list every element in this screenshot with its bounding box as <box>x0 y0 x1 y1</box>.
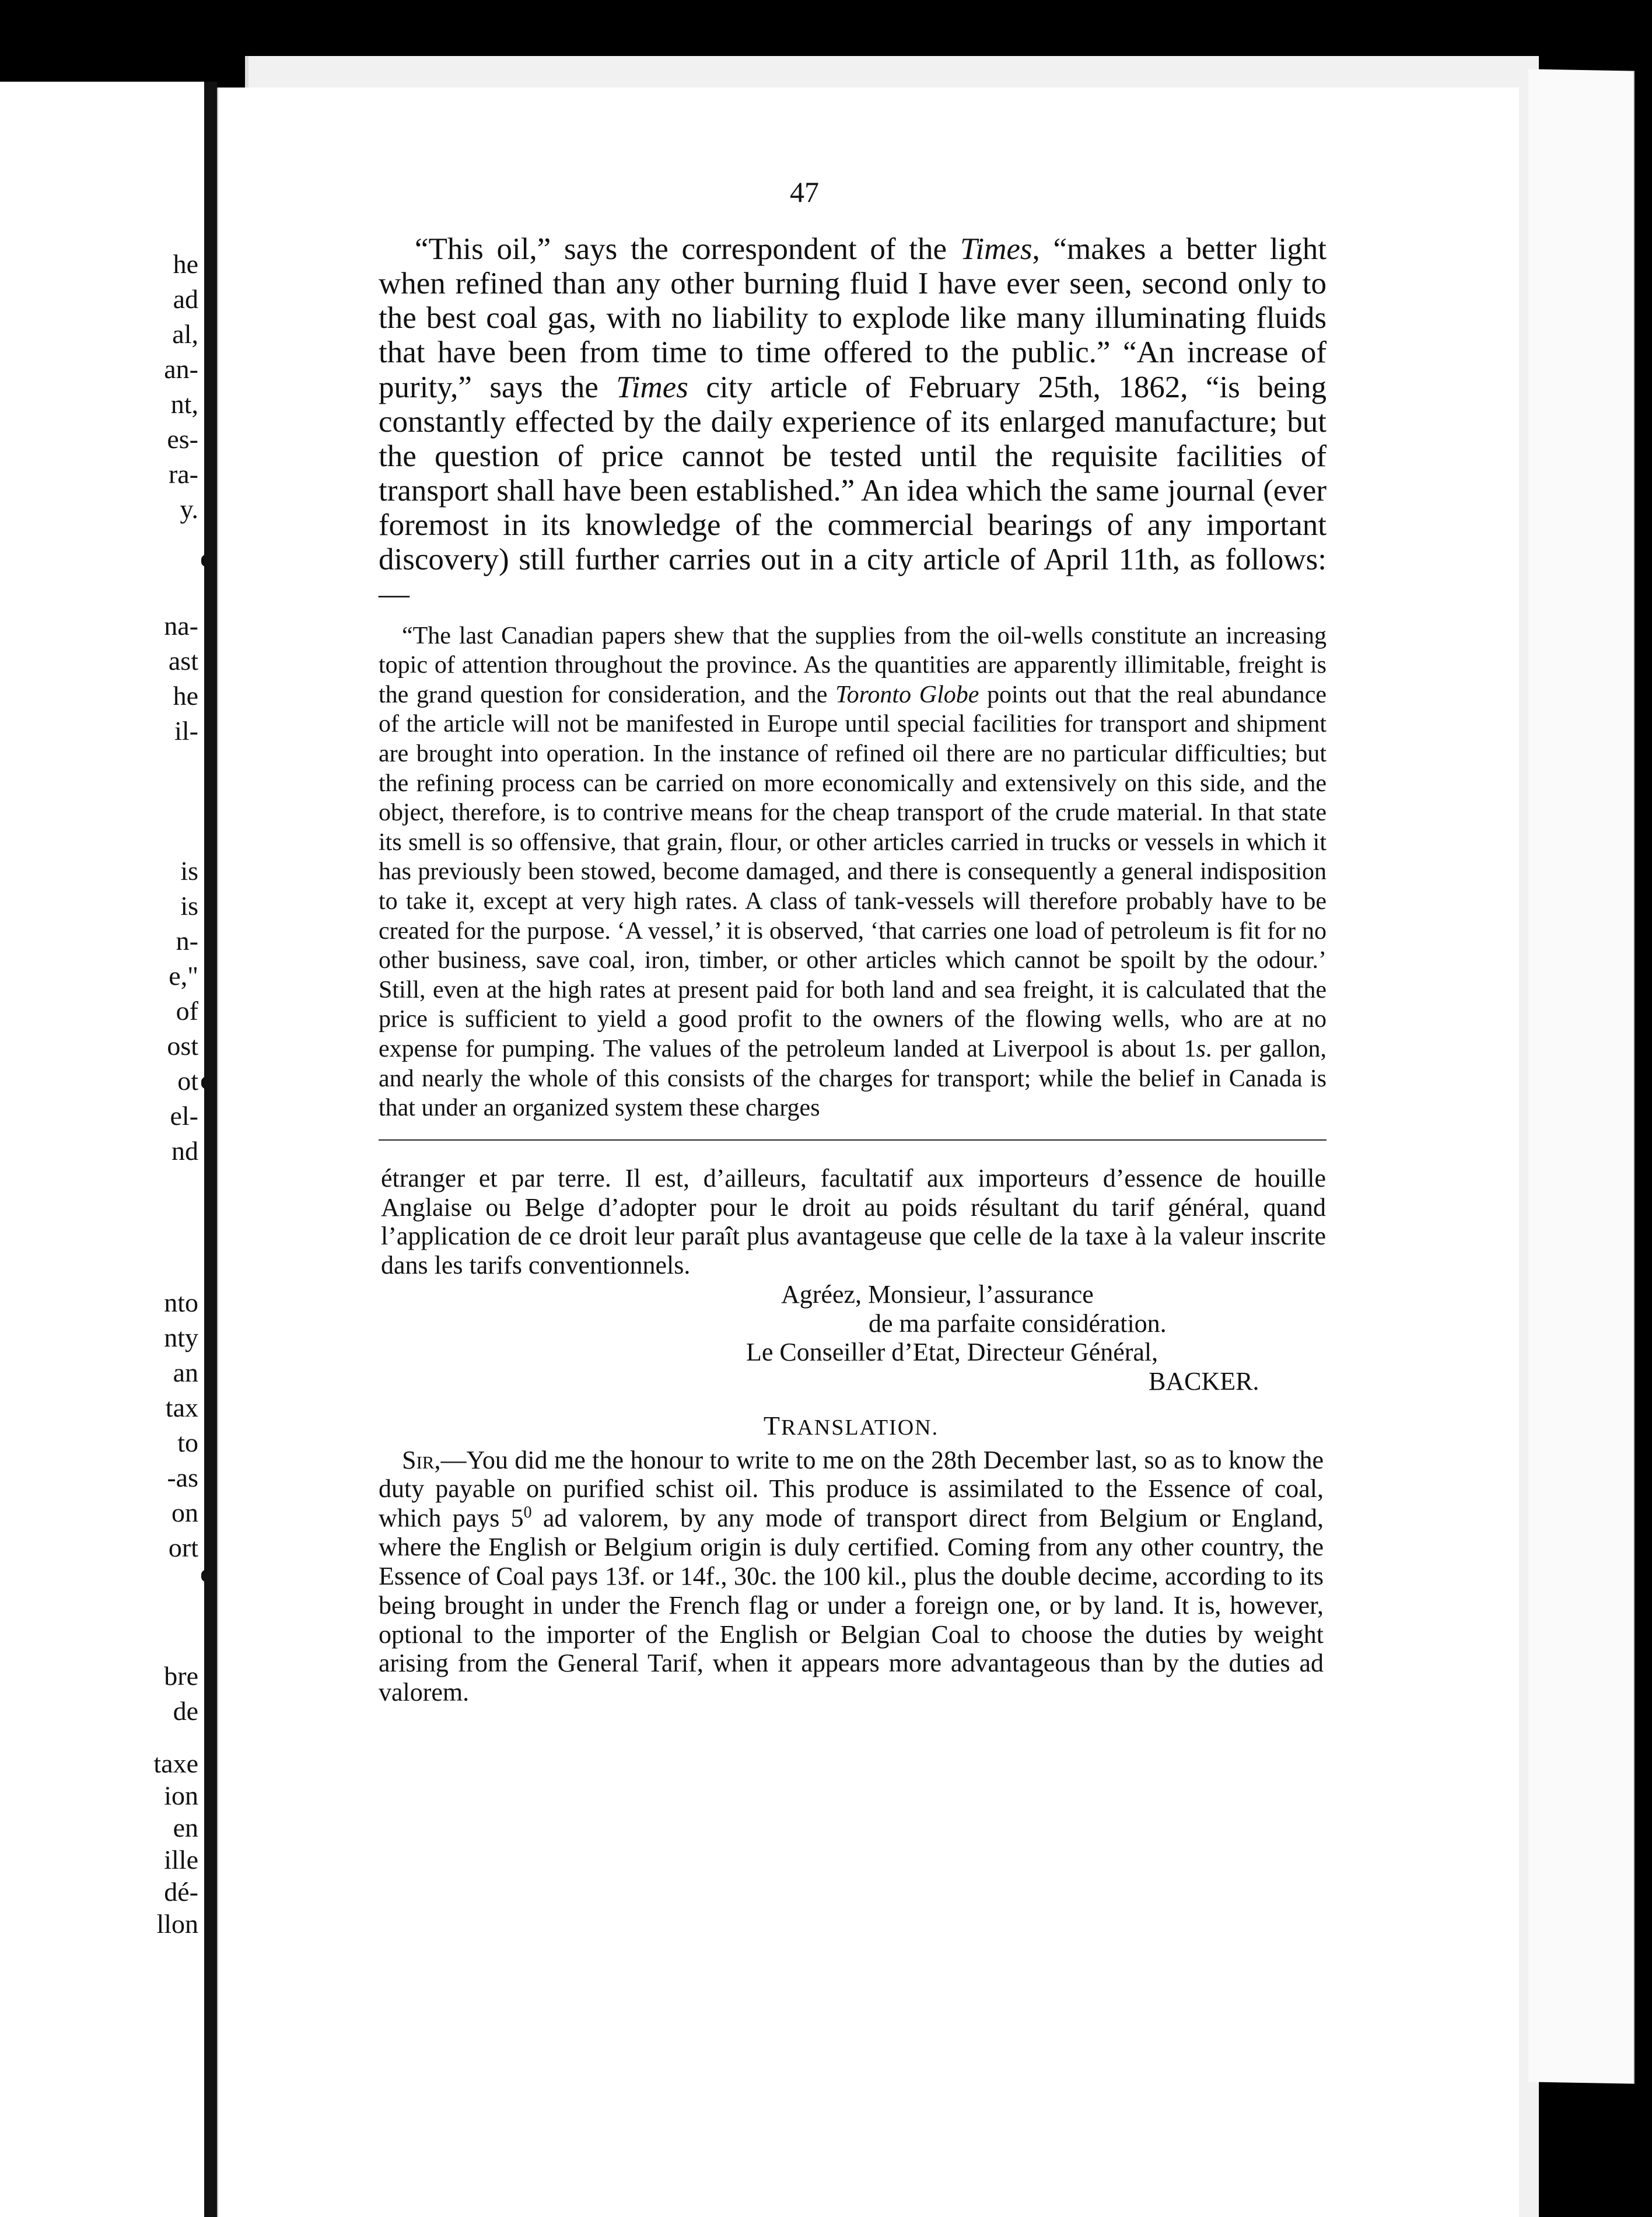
text-run: —You did me the honour to write to me on the 28th December last, so as to know the duty payable on purified schist oil. This produce is assimilated to the Essence of coal, which pays 5 <box>379 1445 1324 1533</box>
italic-title: Toronto Globe <box>835 681 979 708</box>
fragment-text: il- <box>174 716 198 746</box>
heading-initial: T <box>763 1410 782 1440</box>
text-run: . per gallon, and nearly the whole of this consists of the charges for transport; while the belief in Canada is that under an organized system these charges <box>379 1036 1326 1122</box>
text-run: , “makes a better light when refined than any other burning fluid I have ever seen, second only to the best coal gas, with no liability to explode like many illuminating fluids that have been from time to time offered to the public.” “An increase of purity,” says the <box>379 232 1326 404</box>
paragraph <box>379 232 1326 612</box>
closing-line: Agréez, Monsieur, l’assurance <box>781 1279 1094 1309</box>
fragment-text: el- <box>170 1101 198 1131</box>
fragment-text: ost <box>167 1031 198 1061</box>
text-run: city article of February 25th, 1862, “is being constantly effected by the daily experience of its enlarged manufacture; but the question of price cannot be tested until the requisite facilities of transport shall have been established.” An idea which the same journal (ever foremost in its knowledge of the commercial bearings of any important discovery) still further carries out in a city article of April 11th, as follows:— <box>379 370 1326 611</box>
currency-unit: s <box>1196 1036 1206 1063</box>
fragment-text: is <box>180 891 198 921</box>
document-page <box>217 88 1519 2217</box>
translation-heading <box>379 1410 1324 1441</box>
binding-mark <box>201 554 216 567</box>
closing-line: de ma parfaite considération. <box>869 1309 1167 1338</box>
fragment-text: y. <box>180 494 198 524</box>
fragment-text: na- <box>164 611 198 641</box>
fragment-text: to <box>177 1428 198 1457</box>
fragment-text: n- <box>176 926 198 956</box>
fragment-text: al, <box>172 319 198 349</box>
italic-title: Times <box>960 232 1032 266</box>
block-quote <box>379 621 1326 1123</box>
fragment-text: an <box>173 1358 198 1387</box>
fragment-text: he <box>173 681 198 711</box>
fragment-text: tax <box>165 1393 198 1422</box>
fragment-text: nd <box>172 1136 198 1166</box>
previous-page-edge <box>0 82 210 2217</box>
fragment-text: ast <box>168 646 198 676</box>
heading-rest: RANSLATION. <box>781 1415 939 1440</box>
italic-title: Times <box>616 370 688 404</box>
signature: BACKER. <box>1149 1366 1259 1396</box>
book-spine <box>204 82 217 2217</box>
text-run: ad valorem, by any mode of transport direct from Belgium or England, where the English or Belgium origin is duly certified. Coming from any other country, the Essence of Coal pays 13f. or 14f., 30c. the 100 kil., plus the double decime, according to its being brought in under the French flag or under a foreign one, or by land. It is, however, optional to the importer of the English or Belgian Coal to choose the duties by weight arising from the General Tarif, when it appears more advantageous than by the duties ad valorem. <box>379 1503 1324 1707</box>
signatory-title: Le Conseiller d’Etat, Directeur Général, <box>746 1338 1158 1367</box>
fragment-text: taxe <box>153 1749 198 1778</box>
fragment-text: on <box>172 1498 198 1527</box>
text-run: “This oil,” says the correspondent of the <box>415 232 960 266</box>
fragment-text: ad <box>173 284 198 314</box>
fragment-text: bre <box>164 1661 198 1691</box>
binding-mark <box>201 1569 216 1582</box>
fragment-text: es- <box>167 424 198 454</box>
page-number: 47 <box>790 176 819 208</box>
french-letter <box>381 1164 1326 1280</box>
page-content <box>379 175 1539 1707</box>
fragment-text: en <box>173 1813 198 1842</box>
fragment-text: nto <box>164 1288 198 1317</box>
translation-paragraph <box>379 1446 1324 1707</box>
fragment-text: of <box>176 996 198 1026</box>
fragment-text: de <box>173 1696 198 1726</box>
fragment-text: ille <box>164 1845 198 1875</box>
fragment-text: nt, <box>170 389 198 419</box>
fragment-text: an- <box>164 354 198 384</box>
section-divider <box>379 1139 1326 1141</box>
main-paragraph <box>379 232 1326 612</box>
quote-paragraph <box>379 621 1326 1123</box>
fragment-text: e," <box>169 961 198 991</box>
fragment-text: dé- <box>164 1877 198 1907</box>
text-run: points out that the real abundance of the article will not be manifested in Europe until special facilities for transport and shipment are brought into operation. In the instance of refined oil there are no particular difficulties; but the refining process can be carried on more economically and extensively on this side, and the object, therefore, is to contrive means for the cheap transport of the crude material. In that state its smell is so offensive, that grain, flour, or other articles carried in trucks or vessels in which it has previously been stowed, become damaged, and there is consequently a general indisposition to take it, except at very high rates. A class of tank-vessels will therefore probably have to be created for the purpose. ‘A vessel,’ it is observed, ‘that carries one load of petroleum is fit for no other business, save coal, iron, timber, or other articles which cannot be spoilt by the odour.’ Still, even at the high rates at present paid for both land and sea freight, it is calculated that the price is sufficient to yield a good profit to the owners of the flowing wells, who are at no expense for pumping. The values of the petroleum landed at Liverpool is about <box>379 681 1326 1063</box>
fragment-text: ot <box>177 1066 198 1096</box>
fragment-text: ion <box>164 1781 198 1810</box>
text-run: “The last Canadian papers shew that the supplies from the oil-wells constitute an increasing topic of attention throughout the province. As the quantities are apparently illimitable, freight is the grand question for consideration, and the <box>379 622 1326 708</box>
salutation: Sir, <box>402 1445 441 1474</box>
fragment-text: ra- <box>168 459 198 489</box>
fragment-text: llon <box>156 1909 198 1939</box>
french-paragraph: étranger et par terre. Il est, d’ailleurs, facultatif aux importeurs d’essence de houille Anglaise ou Belge d’adopter pour le droit au poids résultant du tarif général, quand l’application de ce droit leur paraît plus avantageuse que celle de la taxe à la valeur inscrite dans les tarifs conventionnels. <box>381 1163 1326 1280</box>
fragment-text: nty <box>164 1323 198 1352</box>
fragment-text: -as <box>167 1463 198 1492</box>
binding-mark <box>201 1076 216 1089</box>
percent-sign: 0 <box>523 1503 532 1522</box>
page-stack-edge <box>1528 69 1634 2083</box>
text-run: 1 <box>1184 1036 1196 1063</box>
fragment-text: is <box>180 856 198 886</box>
fragment-text: he <box>173 249 198 279</box>
translation-text <box>379 1446 1324 1707</box>
fragment-text: ort <box>168 1533 198 1562</box>
